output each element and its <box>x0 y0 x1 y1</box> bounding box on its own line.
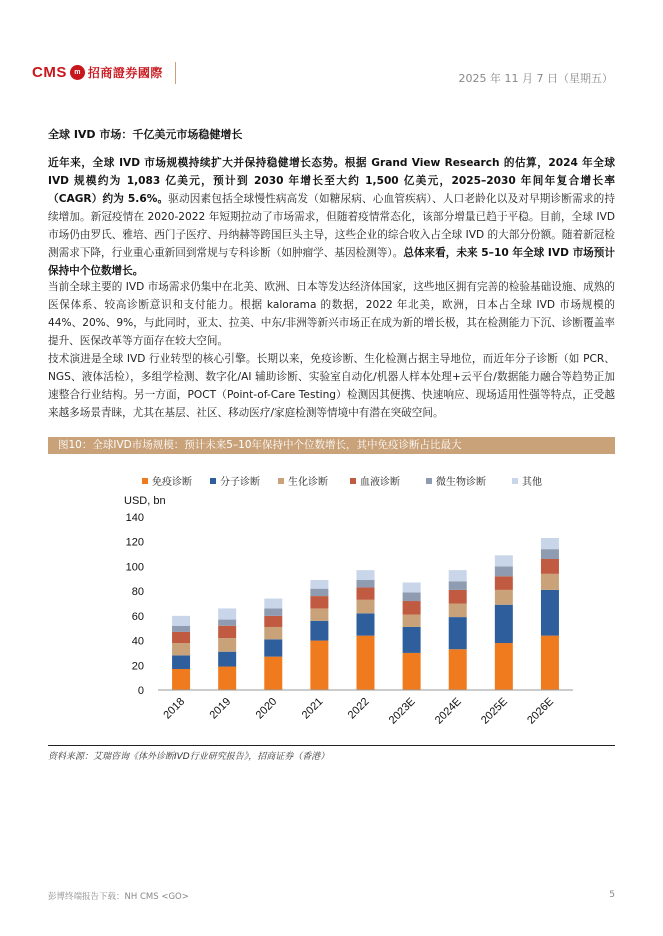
bar-segment <box>403 615 421 627</box>
x-tick-label: 2018 <box>161 695 188 722</box>
bar-segment <box>449 617 467 649</box>
bar-segment <box>172 643 190 655</box>
bar-segment <box>218 608 236 619</box>
bar-segment <box>541 538 559 549</box>
chart-legend <box>142 475 542 488</box>
bar-segment <box>264 599 282 609</box>
logo-badge-icon: m <box>70 65 85 80</box>
bar-segment <box>310 641 328 690</box>
bar-segment <box>449 604 467 618</box>
logo-cms-text: CMS <box>32 64 67 81</box>
bar-segment <box>310 580 328 589</box>
bar-segment <box>541 574 559 590</box>
bar-segment <box>403 592 421 601</box>
x-tick-label: 2025E <box>478 695 510 727</box>
bar-segment <box>218 667 236 690</box>
y-tick-label: 140 <box>125 512 144 524</box>
bar-segment <box>449 590 467 604</box>
bar-segment <box>310 608 328 620</box>
legend-swatch <box>278 478 284 484</box>
paragraph-market-size <box>48 154 615 280</box>
bar-segment <box>495 566 513 576</box>
bar-segment <box>357 570 375 580</box>
ivd-market-stacked-bar-chart <box>48 460 615 740</box>
x-tick-label: 2023E <box>386 695 418 727</box>
bar-segment <box>495 605 513 643</box>
bar-segment <box>264 616 282 627</box>
legend-label: 生化诊断 <box>288 477 328 488</box>
chart-bars <box>172 538 559 690</box>
source-divider <box>48 745 615 746</box>
bar-segment <box>495 590 513 605</box>
y-axis-label: USD, bn <box>124 495 166 507</box>
y-tick-label: 40 <box>131 635 144 648</box>
legend-swatch <box>210 478 216 484</box>
header-divider <box>175 62 176 84</box>
y-tick-label: 100 <box>125 561 144 574</box>
logo-company-name: 招商證券國際 <box>87 66 163 80</box>
bar-segment <box>310 596 328 608</box>
bar-segment <box>357 613 375 635</box>
y-axis <box>126 512 144 697</box>
x-tick-label: 2019 <box>207 695 234 722</box>
bar-segment <box>357 580 375 587</box>
bar-segment <box>264 657 282 690</box>
bar-segment <box>541 636 559 690</box>
bar-segment <box>172 632 190 643</box>
paragraph-regional: 当前全球主要的 IVD 市场需求仍集中在北美、欧洲、日本等发达经济体国家，这些地区拥有完善的检验基础设施、成熟的医保体系、较高诊断意识和支付能力。根据 kalorama 的数据，2022 年北美，欧洲，日本占全球 IVD 市场规模的 44%、20%、9%，与此同时，亚太、拉美、中东/非洲等新兴市场正在成为新的增长极，其在检测能力下沉、诊断覆盖率提升、医保改革等方面存在较大空间。 <box>48 281 615 347</box>
legend-label: 其他 <box>522 477 542 488</box>
x-tick-label: 2021 <box>299 695 326 722</box>
bar-segment <box>449 570 467 581</box>
bar-segment <box>357 600 375 614</box>
legend-label: 血液诊断 <box>360 477 400 488</box>
legend-swatch <box>512 478 518 484</box>
bar-segment <box>172 616 190 626</box>
bar-segment <box>218 638 236 652</box>
bar-segment <box>218 652 236 667</box>
x-tick-label: 2026E <box>525 695 557 727</box>
bar-segment <box>403 627 421 653</box>
bar-segment <box>172 655 190 669</box>
section-title: 全球 IVD 市场：千亿美元市场稳健增长 <box>48 128 243 141</box>
bar-segment <box>495 643 513 690</box>
bar-segment <box>449 581 467 590</box>
paragraph-1-conclusion: 总体来看，未来 5–10 年全球 IVD 市场预计保持中个位数增长。 <box>48 247 615 277</box>
bar-segment <box>172 669 190 690</box>
bar-segment <box>495 576 513 590</box>
y-tick-label: 20 <box>131 660 144 673</box>
bar-segment <box>403 653 421 690</box>
company-logo <box>32 64 163 81</box>
bar-segment <box>264 627 282 639</box>
bar-segment <box>357 587 375 599</box>
paragraph-1-body: 驱动因素包括全球慢性病高发（如糖尿病、心血管疾病）、人口老龄化以及对早期诊断需求的持续增加。新冠疫情在 2020-2022 年短期拉动了市场需求，但随着疫情常态化，该部分增量已趋于平稳。目前，全球 IVD 市场仍由罗氏、雅培、西门子医疗、丹纳赫等跨国巨头主导，这些企业的综合收入占全球 IVD 的大部分份额。随着新冠检测需求下降，行业重心重新回到常规与专科诊断（如肿瘤学、基因检测等）。 <box>48 193 615 259</box>
bar-segment <box>310 621 328 641</box>
bar-segment <box>449 649 467 690</box>
figure-source: 资料来源：艾瑞咨询《体外诊断IVD行业研究报告》，招商证券（香港） <box>48 752 330 762</box>
figure-title: 图10：全球IVD市场规模：预计未来5–10年保持中个位数增长，其中免疫诊断占比最大 <box>58 439 462 451</box>
legend-swatch <box>426 478 432 484</box>
paragraph-1-lead: 近年来，全球 IVD 市场规模持续扩大并保持稳健增长态势。根据 Grand View Research 的估算，2024 年全球 IVD 规模约为 1,083 亿美元，预计到 2030 年增长至大约 1,500 亿美元，2025–2030 年间年复合增长率（CAGR）约为 5.6%。 <box>48 157 615 205</box>
paragraph-technology: 技术演进是全球 IVD 行业转型的核心引擎。长期以来，免疫诊断、生化检测占据主导地位，而近年分子诊断（如 PCR、NGS、液体活检），多组学检测、数字化/AI 辅助诊断、实验室自动化/机器人样本处理+云平台/数据能力融合等趋势正加速整合行业结构。另一方面，POCT（Point-of-Care Testing）检测因其便携、快速响应、现场适用性强等特点，正受越来越多场景青睐，尤其在基层、社区、移动医疗/家庭检测等情境中有潜在突破空间。 <box>48 353 615 419</box>
bar-segment <box>403 601 421 615</box>
y-tick-label: 60 <box>131 610 144 623</box>
legend-label: 微生物诊断 <box>436 477 486 488</box>
legend-swatch <box>350 478 356 484</box>
bar-segment <box>264 608 282 615</box>
bar-segment <box>218 620 236 626</box>
x-tick-label: 2020 <box>253 695 280 722</box>
bar-segment <box>541 559 559 574</box>
x-axis <box>158 690 573 727</box>
report-date: 2025 年 11 月 7 日（星期五） <box>458 72 613 85</box>
bar-segment <box>264 639 282 656</box>
bar-segment <box>541 549 559 559</box>
x-tick-label: 2022 <box>345 695 372 722</box>
y-tick-label: 120 <box>125 536 144 549</box>
page-number: 5 <box>609 890 615 900</box>
legend-label: 免疫诊断 <box>152 477 192 488</box>
y-tick-label: 0 <box>137 685 144 697</box>
bar-segment <box>172 626 190 632</box>
x-tick-label: 2024E <box>432 695 464 727</box>
footer-text: 彭博终端报告下载：NH CMS <GO> <box>48 892 189 902</box>
bar-segment <box>218 626 236 638</box>
y-tick-label: 80 <box>131 586 144 599</box>
bar-segment <box>310 589 328 596</box>
bar-segment <box>357 636 375 690</box>
legend-swatch <box>142 478 148 484</box>
bar-segment <box>541 590 559 636</box>
legend-label: 分子诊断 <box>220 477 260 488</box>
bar-segment <box>403 582 421 592</box>
bar-segment <box>495 555 513 566</box>
